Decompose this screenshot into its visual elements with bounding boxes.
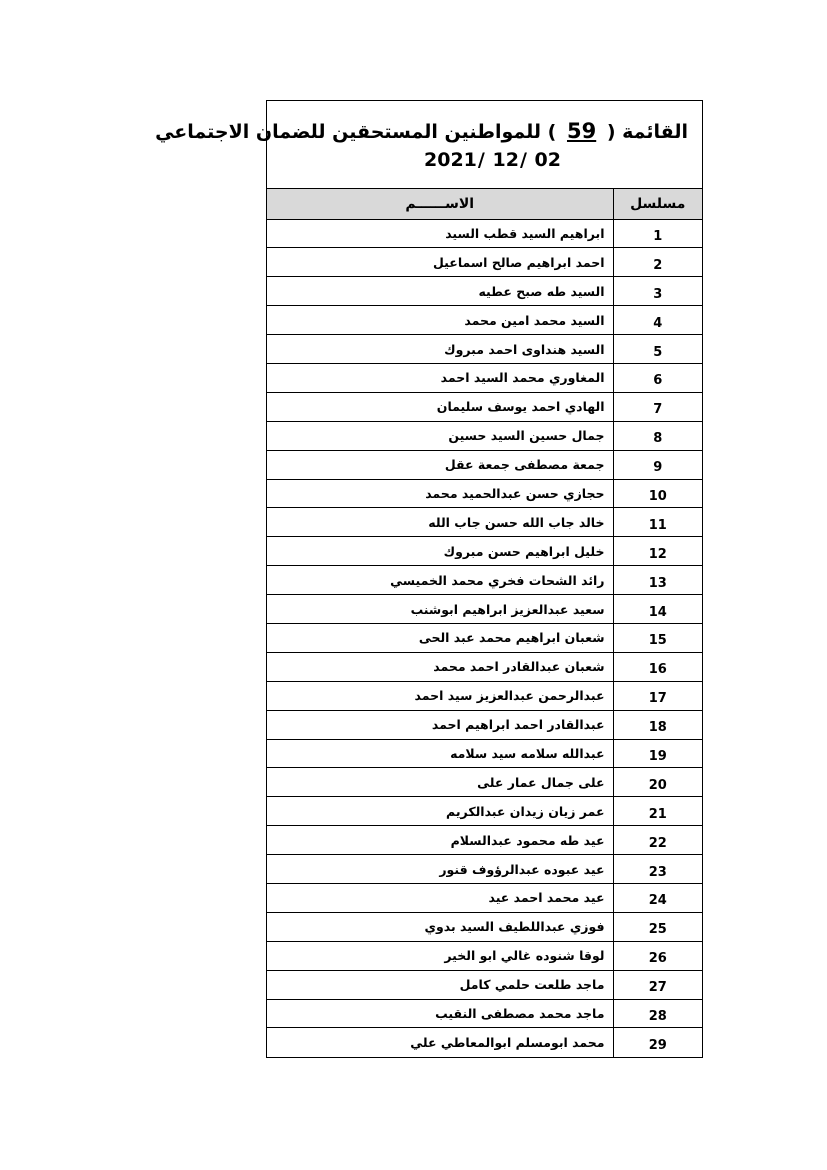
- serial-cell: 1: [613, 219, 702, 248]
- table-row: [267, 363, 702, 392]
- serial-cell: 15: [613, 623, 702, 652]
- name-cell: رائد الشحات فخري محمد الخميسي: [267, 566, 613, 595]
- serial-cell: 20: [613, 768, 702, 797]
- title-box: [155, 101, 702, 189]
- name-cell: شعبان ابراهيم محمد عبد الحى: [267, 623, 613, 652]
- table-row: [267, 855, 702, 884]
- serial-cell: 6: [613, 363, 702, 392]
- name-cell: فوزي عبداللطيف السيد بدوي: [267, 912, 613, 941]
- table-body: [267, 219, 702, 1057]
- table-row: [267, 595, 702, 624]
- name-cell: خالد جاب الله حسن جاب الله: [267, 508, 613, 537]
- serial-cell: 26: [613, 941, 702, 970]
- name-cell: لوقا شنوده غالي ابو الخير: [267, 941, 613, 970]
- name-column-header: الاســــــم: [267, 189, 613, 219]
- name-cell: محمد ابومسلم ابوالمعاطي علي: [267, 1028, 613, 1057]
- beneficiaries-list-sheet: [155, 100, 703, 1058]
- serial-cell: 2: [613, 248, 702, 277]
- date-year: 2021: [424, 149, 477, 171]
- serial-cell: 23: [613, 855, 702, 884]
- table-row: [267, 1028, 702, 1057]
- serial-cell: 18: [613, 710, 702, 739]
- name-cell: عبدالقادر احمد ابراهيم احمد: [267, 710, 613, 739]
- serial-cell: 5: [613, 335, 702, 364]
- serial-cell: 19: [613, 739, 702, 768]
- table-row: [267, 941, 702, 970]
- table-row: [267, 392, 702, 421]
- table-row: [267, 999, 702, 1028]
- table-row: [267, 219, 702, 248]
- name-cell: المغاوري محمد السيد احمد: [267, 363, 613, 392]
- table-row: [267, 623, 702, 652]
- serial-cell: 3: [613, 277, 702, 306]
- name-cell: ماجد طلعت حلمي كامل: [267, 970, 613, 999]
- table-row: [267, 537, 702, 566]
- serial-cell: 16: [613, 652, 702, 681]
- table-row: [267, 306, 702, 335]
- serial-cell: 21: [613, 797, 702, 826]
- serial-cell: 9: [613, 450, 702, 479]
- serial-cell: 10: [613, 479, 702, 508]
- name-cell: السيد هنداوى احمد مبروك: [267, 335, 613, 364]
- serial-cell: 25: [613, 912, 702, 941]
- table-row: [267, 566, 702, 595]
- date-month: 12: [492, 149, 519, 171]
- table-row: [267, 797, 702, 826]
- table-row: [267, 335, 702, 364]
- name-cell: عمر زيان زيدان عبدالكريم: [267, 797, 613, 826]
- serial-cell: 8: [613, 421, 702, 450]
- name-cell: حجازي حسن عبدالحميد محمد: [267, 479, 613, 508]
- table-row: [267, 681, 702, 710]
- serial-cell: 27: [613, 970, 702, 999]
- serial-cell: 13: [613, 566, 702, 595]
- table-header-row: [267, 189, 702, 219]
- name-cell: ماجد محمد مصطفى النقيب: [267, 999, 613, 1028]
- name-cell: عيد محمد احمد عيد: [267, 883, 613, 912]
- list-title-prefix: القائمة (: [606, 121, 688, 143]
- table-row: [267, 970, 702, 999]
- table-row: [267, 277, 702, 306]
- table-row: [267, 248, 702, 277]
- name-cell: ابراهيم السيد قطب السيد: [267, 219, 613, 248]
- serial-cell: 24: [613, 883, 702, 912]
- name-cell: سعيد عبدالعزيز ابراهيم ابوشنب: [267, 595, 613, 624]
- serial-column-header: مسلسل: [613, 189, 702, 219]
- name-cell: جمال حسين السيد حسين: [267, 421, 613, 450]
- table-row: [267, 739, 702, 768]
- date-day: 02: [534, 149, 561, 171]
- name-cell: عيد عبوده عبدالرؤوف قنور: [267, 855, 613, 884]
- serial-cell: 22: [613, 826, 702, 855]
- table-row: [267, 710, 702, 739]
- serial-cell: 4: [613, 306, 702, 335]
- name-cell: عيد طه محمود عبدالسلام: [267, 826, 613, 855]
- name-cell: عبدالرحمن عبدالعزيز سيد احمد: [267, 681, 613, 710]
- list-title: [155, 118, 688, 145]
- name-cell: احمد ابراهيم صالح اسماعيل: [267, 248, 613, 277]
- name-cell: السيد طه صبح عطيه: [267, 277, 613, 306]
- serial-cell: 17: [613, 681, 702, 710]
- name-cell: على جمال عمار على: [267, 768, 613, 797]
- name-cell: خليل ابراهيم حسن مبروك: [267, 537, 613, 566]
- table-row: [267, 421, 702, 450]
- list-number: 59: [566, 119, 597, 143]
- serial-cell: 29: [613, 1028, 702, 1057]
- table-row: [267, 508, 702, 537]
- table-row: [267, 652, 702, 681]
- list-date: 2021/ 12/ 02: [424, 149, 561, 171]
- table-row: [267, 826, 702, 855]
- name-cell: السيد محمد امين محمد: [267, 306, 613, 335]
- table-row: [267, 883, 702, 912]
- serial-cell: 12: [613, 537, 702, 566]
- name-cell: الهادي احمد يوسف سليمان: [267, 392, 613, 421]
- table-row: [267, 450, 702, 479]
- serial-cell: 14: [613, 595, 702, 624]
- name-cell: شعبان عبدالقادر احمد محمد: [267, 652, 613, 681]
- serial-cell: 28: [613, 999, 702, 1028]
- beneficiaries-table: [267, 189, 702, 1057]
- table-row: [267, 912, 702, 941]
- list-title-suffix: ) للمواطنين المستحقين للضمان الاجتماعي: [155, 121, 557, 143]
- table-row: [267, 768, 702, 797]
- serial-cell: 11: [613, 508, 702, 537]
- table-row: [267, 479, 702, 508]
- name-cell: عبدالله سلامه سيد سلامه: [267, 739, 613, 768]
- serial-cell: 7: [613, 392, 702, 421]
- name-cell: جمعة مصطفى جمعة عقل: [267, 450, 613, 479]
